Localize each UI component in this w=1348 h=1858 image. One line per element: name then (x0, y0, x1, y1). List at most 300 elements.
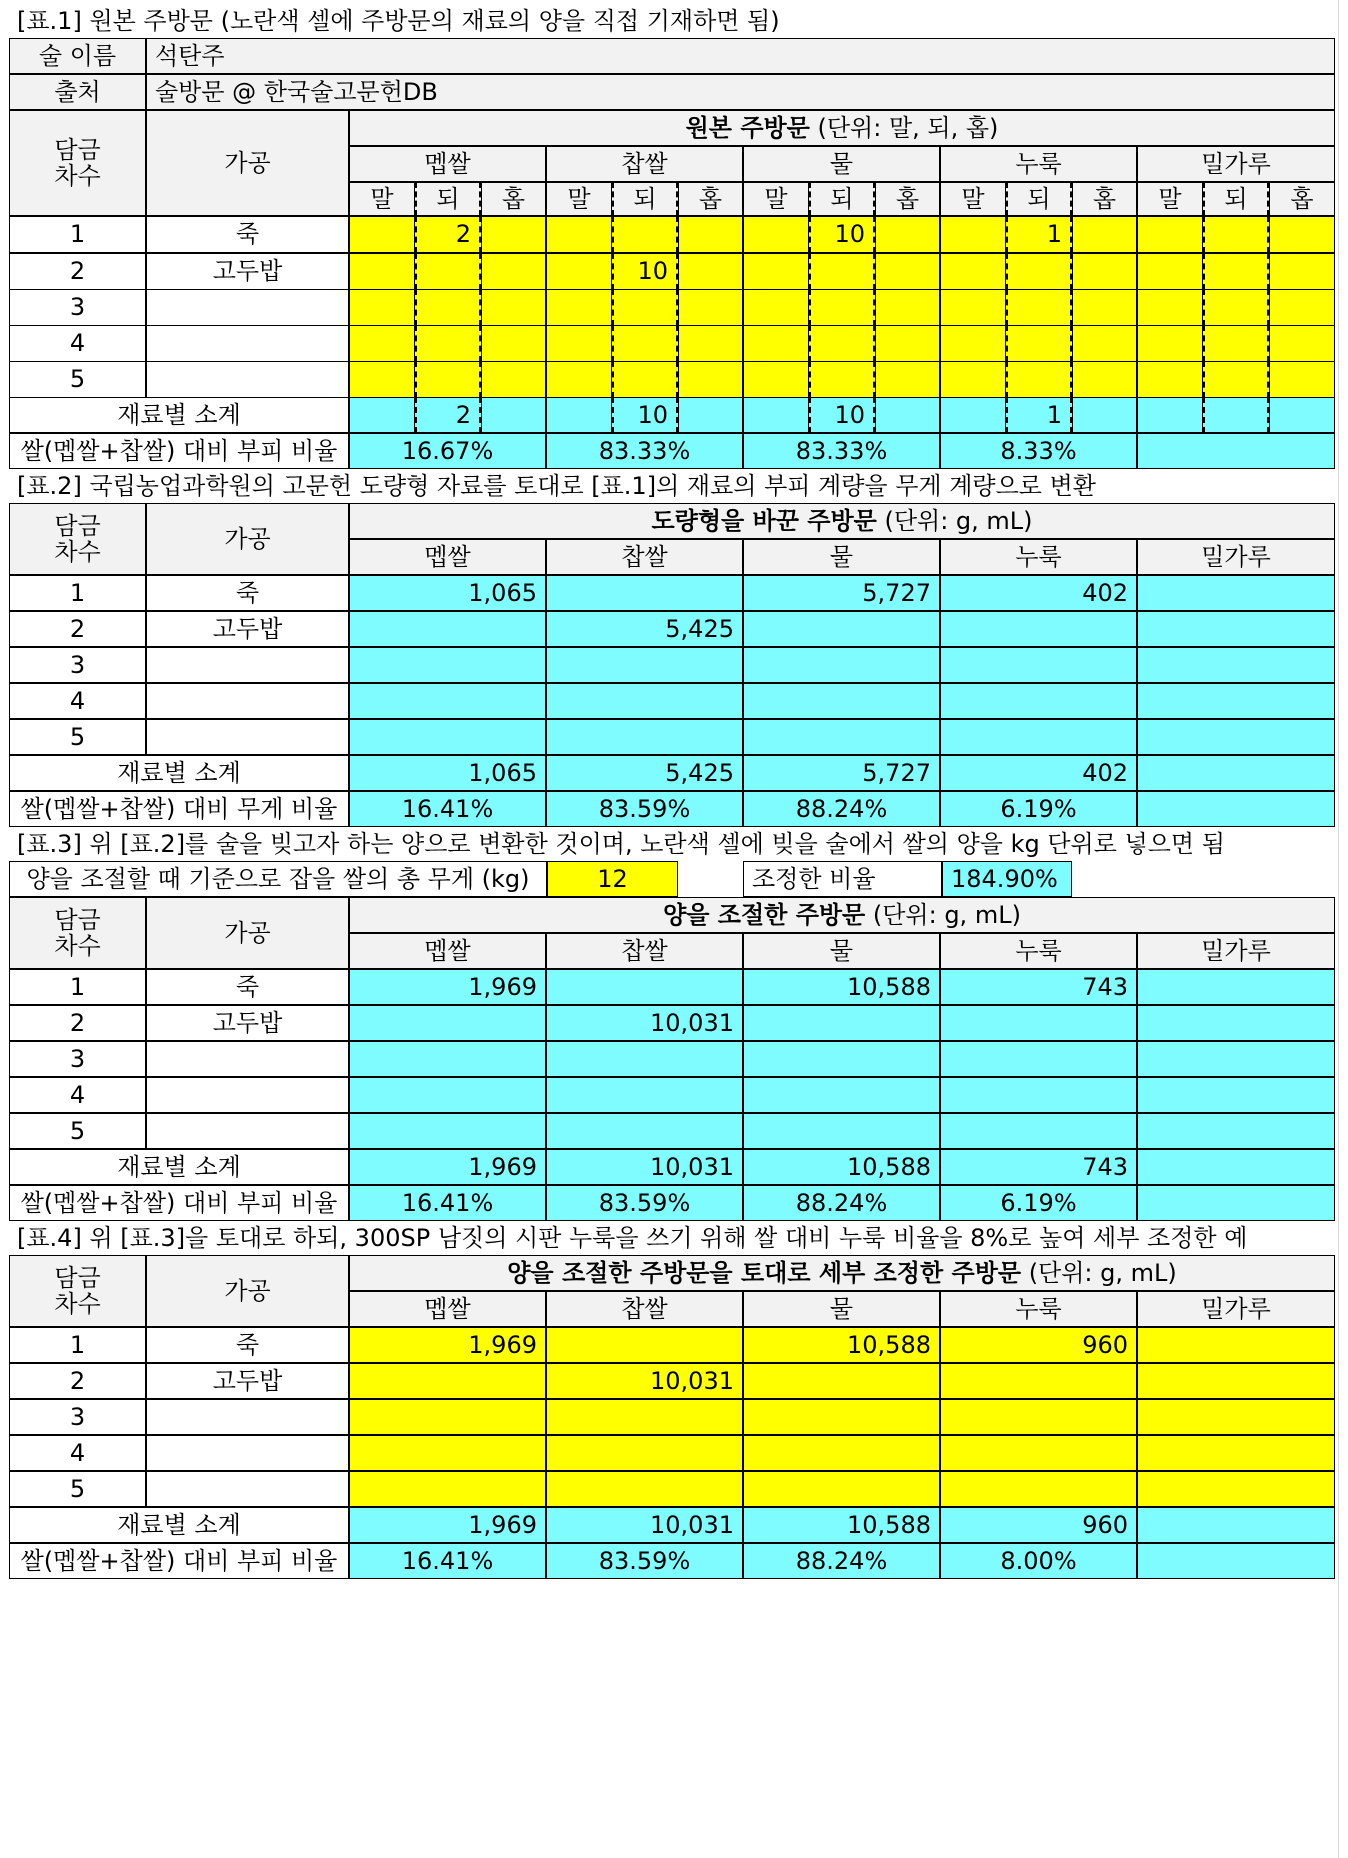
value-cell[interactable] (546, 1435, 743, 1471)
value-cell[interactable] (940, 1363, 1137, 1399)
table1-title: [표.1] 원본 주방문 (노란색 셀에 주방문의 재료의 양을 직접 기재하면 됨) (9, 4, 1335, 38)
unit-value-cell[interactable] (1203, 361, 1269, 398)
value-cell[interactable] (546, 683, 743, 719)
value-cell[interactable]: 16.41% (349, 791, 546, 827)
value-cell[interactable] (1137, 683, 1335, 719)
process-cell[interactable] (146, 325, 349, 362)
value-cell[interactable]: 5,425 (546, 611, 743, 647)
stage-header-label: 담금 차수 (54, 135, 101, 190)
table3-title: [표.3] 위 [표.2]를 술을 빚고자 하는 양으로 변환한 것이며, 노란색 셀에 빚을 술에서 쌀의 양을 kg 단위로 넣으면 됨 (9, 827, 1335, 861)
stage-number: 1 (9, 1327, 146, 1363)
unit-value-cell[interactable] (1072, 361, 1137, 398)
value-cell[interactable]: 10,588 (743, 1507, 940, 1543)
unit-value-cell[interactable] (1203, 216, 1269, 253)
process-cell[interactable]: 죽 (146, 969, 349, 1005)
stage-number: 1 (9, 969, 146, 1005)
stage-number: 2 (9, 1005, 146, 1041)
value-cell[interactable] (743, 1399, 940, 1435)
unit-value-cell[interactable] (809, 361, 875, 398)
value-cell[interactable]: 8.33% (940, 433, 1137, 469)
unit-value-cell[interactable] (481, 325, 546, 362)
value-cell[interactable]: 10,031 (546, 1507, 743, 1543)
unit-header: 말 (940, 182, 1006, 216)
ratio-label: 쌀(멥쌀+찹쌀) 대비 부피 비율 (9, 1185, 349, 1221)
unit-value-cell[interactable] (1137, 361, 1203, 398)
value-cell[interactable] (349, 1435, 546, 1471)
process-cell[interactable] (146, 1113, 349, 1149)
unit-value-cell[interactable] (546, 253, 612, 290)
value-cell[interactable] (743, 1077, 940, 1113)
value-cell[interactable] (1137, 755, 1335, 791)
value-cell[interactable] (940, 1005, 1137, 1041)
value-cell[interactable]: 5,425 (546, 755, 743, 791)
value-cell[interactable] (349, 1113, 546, 1149)
unit-value-cell[interactable] (940, 397, 1006, 433)
unit-value-cell[interactable] (875, 325, 940, 362)
unit-header: 말 (349, 182, 415, 216)
ratio-label: 쌀(멥쌀+찹쌀) 대비 부피 비율 (9, 1543, 349, 1579)
stage-header-label: 담금 차수 (54, 511, 101, 566)
unit-value-cell[interactable] (940, 216, 1006, 253)
stage-header (9, 503, 146, 575)
unit-value-cell[interactable] (349, 253, 415, 290)
value-cell[interactable]: 83.59% (546, 1543, 743, 1579)
unit-value-cell[interactable] (678, 289, 743, 326)
value-cell[interactable] (1137, 1399, 1335, 1435)
value-cell[interactable] (546, 575, 743, 611)
value-cell[interactable] (1137, 1149, 1335, 1185)
value-cell[interactable]: 10,588 (743, 969, 940, 1005)
unit-value-cell[interactable] (481, 361, 546, 398)
ingredient-header: 멥쌀 (349, 933, 546, 969)
value-cell[interactable] (940, 1399, 1137, 1435)
process-cell[interactable]: 고두밥 (146, 1363, 349, 1399)
unit-value-cell[interactable] (875, 361, 940, 398)
value-cell[interactable]: 960 (940, 1507, 1137, 1543)
unit-value-cell[interactable] (809, 325, 875, 362)
group-header-label: 도량형을 바꾼 주방문 (단위: g, mL) (651, 506, 1033, 535)
value-cell[interactable]: 83.33% (743, 433, 940, 469)
unit-value-cell[interactable]: 10 (809, 397, 875, 433)
value-cell[interactable]: 1,065 (349, 755, 546, 791)
unit-value-cell[interactable] (481, 289, 546, 326)
value-cell[interactable] (940, 1113, 1137, 1149)
unit-value-cell[interactable] (743, 361, 809, 398)
value-cell[interactable]: 1,969 (349, 969, 546, 1005)
value-cell[interactable]: 402 (940, 755, 1137, 791)
unit-value-cell[interactable] (481, 397, 546, 433)
unit-value-cell[interactable]: 10 (612, 397, 678, 433)
value-cell[interactable]: 1,969 (349, 1327, 546, 1363)
source-value[interactable]: 술방문 @ 한국술고문헌DB (146, 74, 1335, 110)
value-cell[interactable] (743, 719, 940, 755)
value-cell[interactable] (1137, 1327, 1335, 1363)
unit-value-cell[interactable] (743, 325, 809, 362)
unit-header: 홉 (678, 182, 743, 216)
value-cell[interactable] (546, 969, 743, 1005)
stage-number: 5 (9, 1113, 146, 1149)
unit-value-cell[interactable] (940, 253, 1006, 290)
process-cell[interactable] (146, 289, 349, 326)
unit-value-cell[interactable] (349, 361, 415, 398)
ingredient-header: 누룩 (940, 1291, 1137, 1327)
unit-value-cell[interactable] (875, 253, 940, 290)
stage-number: 4 (9, 1077, 146, 1113)
unit-header: 되 (1203, 182, 1269, 216)
value-cell[interactable]: 16.41% (349, 1543, 546, 1579)
ingredient-header: 밀가루 (1137, 539, 1335, 575)
unit-value-cell[interactable] (1203, 289, 1269, 326)
unit-value-cell[interactable] (1137, 325, 1203, 362)
value-cell[interactable]: 10,031 (546, 1363, 743, 1399)
unit-value-cell[interactable] (940, 289, 1006, 326)
unit-value-cell[interactable] (1137, 253, 1203, 290)
value-cell[interactable] (546, 647, 743, 683)
value-cell[interactable] (1137, 1507, 1335, 1543)
unit-value-cell[interactable] (678, 253, 743, 290)
process-cell[interactable] (146, 361, 349, 398)
unit-value-cell[interactable] (481, 253, 546, 290)
group-header (349, 503, 1335, 539)
value-cell[interactable]: 88.24% (743, 1543, 940, 1579)
process-cell[interactable] (146, 683, 349, 719)
unit-value-cell[interactable] (1072, 289, 1137, 326)
unit-value-cell[interactable] (546, 397, 612, 433)
unit-value-cell[interactable]: 2 (415, 216, 481, 253)
stage-number: 4 (9, 1435, 146, 1471)
unit-value-cell[interactable] (612, 216, 678, 253)
value-cell[interactable] (940, 1077, 1137, 1113)
unit-value-cell[interactable] (1072, 216, 1137, 253)
ingredient-header: 물 (743, 933, 940, 969)
process-cell[interactable]: 고두밥 (146, 611, 349, 647)
stage-header (9, 110, 146, 216)
stage-number: 4 (9, 325, 146, 362)
unit-value-cell[interactable] (1072, 397, 1137, 433)
value-cell[interactable] (546, 1041, 743, 1077)
unit-value-cell[interactable] (743, 216, 809, 253)
ingredient-header: 밀가루 (1137, 933, 1335, 969)
unit-header: 홉 (481, 182, 546, 216)
unit-value-cell[interactable] (481, 216, 546, 253)
stage-number: 3 (9, 647, 146, 683)
process-cell[interactable]: 죽 (146, 216, 349, 253)
value-cell[interactable]: 83.33% (546, 433, 743, 469)
unit-value-cell[interactable] (349, 289, 415, 326)
value-cell[interactable] (940, 1435, 1137, 1471)
value-cell[interactable] (1137, 719, 1335, 755)
unit-value-cell[interactable] (1137, 216, 1203, 253)
value-cell[interactable] (940, 683, 1137, 719)
unit-value-cell[interactable] (1269, 289, 1335, 326)
process-cell[interactable] (146, 647, 349, 683)
stage-number: 1 (9, 216, 146, 253)
process-cell[interactable] (146, 1435, 349, 1471)
stage-number: 3 (9, 289, 146, 326)
unit-value-cell[interactable] (546, 289, 612, 326)
process-cell[interactable]: 고두밥 (146, 253, 349, 290)
value-cell[interactable] (940, 611, 1137, 647)
ingredient-header: 누룩 (940, 539, 1137, 575)
value-cell[interactable] (1137, 1041, 1335, 1077)
stage-header-label: 담금 차수 (54, 1263, 101, 1318)
rice-weight-input[interactable]: 12 (547, 861, 678, 897)
unit-value-cell[interactable] (1203, 397, 1269, 433)
value-cell[interactable]: 16.67% (349, 433, 546, 469)
stage-number: 2 (9, 611, 146, 647)
value-cell[interactable] (1137, 1077, 1335, 1113)
adjusted-ratio-label: 조정한 비율 (743, 861, 942, 897)
subtotal-label: 재료별 소계 (9, 755, 349, 791)
group-header-label: 양을 조절한 주방문을 토대로 세부 조정한 주방문 (단위: g, mL) (507, 1258, 1177, 1287)
unit-value-cell[interactable]: 1 (1006, 216, 1072, 253)
group-header (349, 1255, 1335, 1291)
unit-value-cell[interactable] (1203, 325, 1269, 362)
value-cell[interactable] (1137, 1471, 1335, 1507)
subtotal-label: 재료별 소계 (9, 1507, 349, 1543)
value-cell[interactable] (546, 719, 743, 755)
value-cell[interactable]: 16.41% (349, 1185, 546, 1221)
stage-number: 3 (9, 1041, 146, 1077)
value-cell[interactable] (349, 611, 546, 647)
value-cell[interactable]: 5,727 (743, 755, 940, 791)
group-header (349, 110, 1335, 146)
unit-header: 홉 (875, 182, 940, 216)
value-cell[interactable] (743, 683, 940, 719)
value-cell[interactable] (546, 1113, 743, 1149)
unit-value-cell[interactable] (875, 216, 940, 253)
value-cell[interactable]: 83.59% (546, 791, 743, 827)
group-header-label: 양을 조절한 주방문 (단위: g, mL) (663, 900, 1021, 929)
stage-number: 2 (9, 1363, 146, 1399)
unit-value-cell[interactable]: 1 (1006, 397, 1072, 433)
process-cell[interactable] (146, 1399, 349, 1435)
process-cell[interactable]: 고두밥 (146, 1005, 349, 1041)
stage-number: 4 (9, 683, 146, 719)
unit-value-cell[interactable] (349, 397, 415, 433)
stage-number: 2 (9, 253, 146, 290)
unit-value-cell[interactable] (678, 361, 743, 398)
value-cell[interactable]: 10,031 (546, 1005, 743, 1041)
value-cell[interactable] (546, 1471, 743, 1507)
unit-value-cell[interactable] (1137, 397, 1203, 433)
value-cell[interactable]: 1,065 (349, 575, 546, 611)
unit-value-cell[interactable] (1006, 361, 1072, 398)
value-cell[interactable] (349, 647, 546, 683)
unit-value-cell[interactable] (743, 397, 809, 433)
unit-value-cell[interactable] (546, 361, 612, 398)
ingredient-header: 찹쌀 (546, 933, 743, 969)
unit-value-cell[interactable] (1137, 289, 1203, 326)
unit-value-cell[interactable] (415, 253, 481, 290)
unit-value-cell[interactable] (940, 325, 1006, 362)
process-cell[interactable] (146, 719, 349, 755)
value-cell[interactable] (940, 647, 1137, 683)
value-cell[interactable] (349, 1363, 546, 1399)
value-cell[interactable]: 8.00% (940, 1543, 1137, 1579)
unit-value-cell[interactable] (743, 253, 809, 290)
value-cell[interactable] (1137, 647, 1335, 683)
subtotal-label: 재료별 소계 (9, 397, 349, 433)
value-cell[interactable] (1137, 433, 1335, 469)
value-cell[interactable]: 5,727 (743, 575, 940, 611)
ingredient-header: 누룩 (940, 933, 1137, 969)
value-cell[interactable] (743, 647, 940, 683)
value-cell[interactable]: 6.19% (940, 1185, 1137, 1221)
value-cell[interactable] (1137, 969, 1335, 1005)
value-cell[interactable] (743, 1041, 940, 1077)
value-cell[interactable] (940, 719, 1137, 755)
unit-value-cell[interactable] (1203, 253, 1269, 290)
value-cell[interactable] (1137, 1435, 1335, 1471)
value-cell[interactable]: 402 (940, 575, 1137, 611)
value-cell[interactable]: 960 (940, 1327, 1137, 1363)
unit-value-cell[interactable] (678, 325, 743, 362)
value-cell[interactable]: 10,588 (743, 1327, 940, 1363)
value-cell[interactable] (546, 1327, 743, 1363)
ingredient-header: 밀가루 (1137, 146, 1335, 182)
value-cell[interactable] (743, 1471, 940, 1507)
unit-header: 말 (546, 182, 612, 216)
unit-value-cell[interactable] (1269, 397, 1335, 433)
unit-value-cell[interactable] (875, 289, 940, 326)
value-cell[interactable] (546, 1399, 743, 1435)
unit-value-cell[interactable] (809, 289, 875, 326)
unit-value-cell[interactable] (415, 289, 481, 326)
unit-header: 되 (612, 182, 678, 216)
value-cell[interactable] (349, 683, 546, 719)
process-cell[interactable]: 죽 (146, 575, 349, 611)
value-cell[interactable] (349, 1041, 546, 1077)
value-cell[interactable] (1137, 1543, 1335, 1579)
ingredient-header: 멥쌀 (349, 1291, 546, 1327)
value-cell[interactable] (349, 1399, 546, 1435)
value-cell[interactable]: 743 (940, 969, 1137, 1005)
unit-value-cell[interactable] (415, 361, 481, 398)
process-header: 가공 (146, 110, 349, 216)
unit-value-cell[interactable] (875, 397, 940, 433)
value-cell[interactable] (743, 1435, 940, 1471)
process-cell[interactable]: 죽 (146, 1327, 349, 1363)
sheet-gridline (1338, 0, 1339, 1858)
value-cell[interactable] (349, 1471, 546, 1507)
unit-value-cell[interactable] (612, 289, 678, 326)
adjusted-ratio-value[interactable]: 184.90% (942, 861, 1072, 897)
value-cell[interactable] (1137, 1005, 1335, 1041)
unit-value-cell[interactable] (1072, 253, 1137, 290)
value-cell[interactable] (1137, 791, 1335, 827)
value-cell[interactable]: 88.24% (743, 1185, 940, 1221)
value-cell[interactable] (1137, 1185, 1335, 1221)
unit-value-cell[interactable] (1269, 253, 1335, 290)
ingredient-header: 멥쌀 (349, 539, 546, 575)
value-cell[interactable]: 743 (940, 1149, 1137, 1185)
process-header: 가공 (146, 1255, 349, 1327)
unit-value-cell[interactable] (1006, 289, 1072, 326)
value-cell[interactable]: 10,031 (546, 1149, 743, 1185)
unit-value-cell[interactable] (349, 216, 415, 253)
value-cell[interactable] (1137, 575, 1335, 611)
process-cell[interactable] (146, 1041, 349, 1077)
unit-value-cell[interactable] (940, 361, 1006, 398)
value-cell[interactable]: 83.59% (546, 1185, 743, 1221)
group-header-label: 원본 주방문 (단위: 말, 되, 홉) (685, 113, 999, 142)
value-cell[interactable] (1137, 611, 1335, 647)
unit-value-cell[interactable] (546, 216, 612, 253)
value-cell[interactable]: 1,969 (349, 1149, 546, 1185)
value-cell[interactable] (743, 1363, 940, 1399)
ingredient-header: 물 (743, 1291, 940, 1327)
unit-value-cell[interactable] (1072, 325, 1137, 362)
ratio-label: 쌀(멥쌀+찹쌀) 대비 무게 비율 (9, 791, 349, 827)
unit-value-cell[interactable] (415, 325, 481, 362)
unit-header: 되 (809, 182, 875, 216)
unit-value-cell[interactable] (1269, 361, 1335, 398)
value-cell[interactable] (1137, 1363, 1335, 1399)
unit-header: 되 (415, 182, 481, 216)
ingredient-header: 찹쌀 (546, 1291, 743, 1327)
unit-value-cell[interactable] (1269, 325, 1335, 362)
rice-weight-label: 양을 조절할 때 기준으로 잡을 쌀의 총 무게 (kg) (9, 861, 547, 897)
value-cell[interactable] (349, 719, 546, 755)
unit-value-cell[interactable] (349, 325, 415, 362)
source-label: 출처 (9, 74, 146, 110)
unit-value-cell[interactable]: 10 (612, 253, 678, 290)
stage-number: 3 (9, 1399, 146, 1435)
ingredient-header: 멥쌀 (349, 146, 546, 182)
unit-header: 되 (1006, 182, 1072, 216)
stage-number: 1 (9, 575, 146, 611)
unit-value-cell[interactable] (743, 289, 809, 326)
unit-value-cell[interactable] (612, 361, 678, 398)
value-cell[interactable] (349, 1077, 546, 1113)
value-cell[interactable]: 88.24% (743, 791, 940, 827)
value-cell[interactable] (940, 1471, 1137, 1507)
unit-header: 말 (1137, 182, 1203, 216)
value-cell[interactable]: 1,969 (349, 1507, 546, 1543)
unit-value-cell[interactable] (1006, 253, 1072, 290)
value-cell[interactable] (546, 1077, 743, 1113)
value-cell[interactable] (743, 611, 940, 647)
unit-value-cell[interactable] (1006, 325, 1072, 362)
subtotal-label: 재료별 소계 (9, 1149, 349, 1185)
unit-value-cell[interactable] (612, 325, 678, 362)
unit-value-cell[interactable]: 2 (415, 397, 481, 433)
unit-value-cell[interactable] (546, 325, 612, 362)
unit-value-cell[interactable]: 10 (809, 216, 875, 253)
stage-number: 5 (9, 361, 146, 398)
value-cell[interactable]: 6.19% (940, 791, 1137, 827)
value-cell[interactable] (743, 1113, 940, 1149)
stage-header (9, 1255, 146, 1327)
value-cell[interactable] (349, 1005, 546, 1041)
stage-number: 5 (9, 719, 146, 755)
unit-value-cell[interactable] (678, 397, 743, 433)
unit-value-cell[interactable] (1269, 216, 1335, 253)
value-cell[interactable] (1137, 1113, 1335, 1149)
value-cell[interactable] (743, 1005, 940, 1041)
unit-value-cell[interactable] (809, 253, 875, 290)
process-cell[interactable] (146, 1471, 349, 1507)
unit-value-cell[interactable] (678, 216, 743, 253)
process-cell[interactable] (146, 1077, 349, 1113)
name-value[interactable]: 석탄주 (146, 38, 1335, 74)
stage-header-label: 담금 차수 (54, 905, 101, 960)
value-cell[interactable]: 10,588 (743, 1149, 940, 1185)
value-cell[interactable] (940, 1041, 1137, 1077)
ingredient-header: 누룩 (940, 146, 1137, 182)
process-header: 가공 (146, 897, 349, 969)
